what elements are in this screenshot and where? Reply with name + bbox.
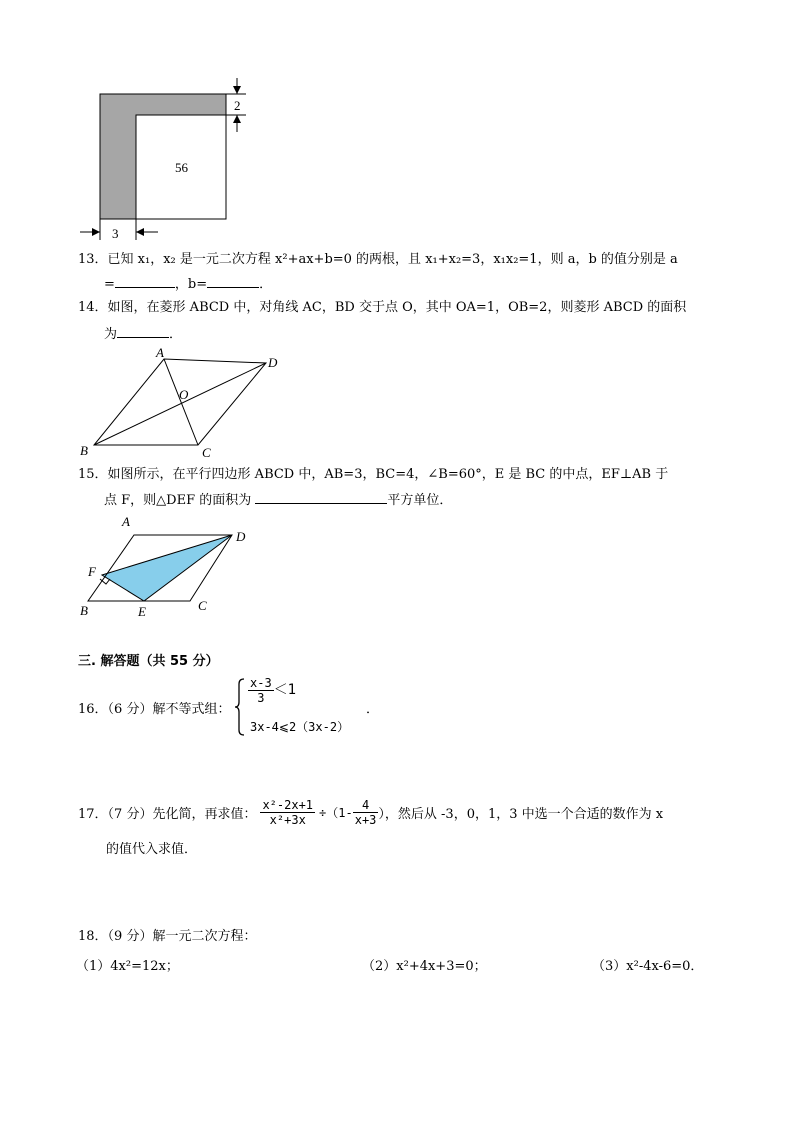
q14-line1: 14．如图，在菱形 ABCD 中，对角线 AC，BD 交于点 O，其中 OA=1，OB=2，则菱形 ABCD 的面积 [78, 300, 687, 315]
parallelogram-figure [76, 513, 266, 623]
diagonal-ac [164, 359, 198, 445]
q13-line2: = ，b= ． [104, 277, 273, 292]
q13-line1: 13．已知 x₁，x₂ 是一元二次方程 x²+ax+b=0 的两根，且 x₁+x₂=3，x₁x₂=1，则 a，b 的值分别是 a [78, 252, 678, 267]
q14-blank [117, 325, 169, 338]
brace-icon [234, 678, 246, 736]
label-b: B [80, 443, 88, 458]
q17-fraction-1: $\frac{\text{x²-2x+1}}{\text{x²+3x}}$ [262, 798, 314, 827]
q17: 17．（7 分）先化简，再求值： $\frac{\text{x²-2x+1}}{\text{x²+3x}}$ ÷（1- $\frac{4}{x+3}$ ），然后从 -3，0，1，3 中选一个合适的数作为 x 的值代入求值． [78, 798, 664, 857]
label-f: F [88, 564, 96, 579]
top-width-label: 2 [234, 98, 241, 113]
q18-title: 18．（9 分）解一元二次方程： [78, 929, 257, 944]
q18-part1: （1）4x²=12x； [76, 959, 179, 974]
diagonal-bd [94, 363, 266, 445]
q13-blank-b [207, 275, 259, 288]
label-e: E [138, 604, 146, 619]
rhombus-figure [76, 347, 286, 462]
q16: 16．（6 分）解不等式组： $\frac{x-3}{3}$ ＜1 3x-4⩽2（3x-2） ． [78, 676, 380, 734]
q14-line2: 为 ． [104, 327, 183, 342]
q15-line1: 15．如图所示，在平行四边形 ABCD 中，AB=3，BC=4，∠B=60°，E 是 BC 的中点，EF⊥AB 于 [78, 467, 669, 482]
q13-blank-a [115, 275, 175, 288]
q17-fraction-2: $\frac{4}{x+3}$ [354, 798, 377, 827]
ineq-1: $\frac{x-3}{3}$ ＜1 [250, 676, 297, 705]
label-d: D [236, 529, 246, 544]
section3-title: 三. 解答题（共 55 分） [78, 654, 219, 669]
label-b: B [80, 603, 88, 618]
q15-text: 如图所示，在平行四边形 ABCD 中，AB=3，BC=4，∠B=60°，E 是 BC 的中点，EF⊥AB 于 [107, 467, 669, 482]
rhombus [94, 359, 266, 445]
square-figure [70, 72, 260, 247]
label-c: C [198, 598, 207, 613]
q18-part2: （2）x²+4x+3=0； [362, 959, 487, 974]
left-width-label: 3 [112, 226, 119, 241]
q14-text: 如图，在菱形 ABCD 中，对角线 AC，BD 交于点 O，其中 OA=1，OB=2，则菱形 ABCD 的面积 [107, 300, 687, 315]
triangle-def [102, 535, 232, 601]
q15-line2: 点 F，则△DEF 的面积为 平方单位． [104, 493, 453, 508]
label-c: C [202, 445, 211, 460]
q15-blank [255, 491, 387, 504]
label-a: A [156, 347, 164, 360]
label-o: O [179, 387, 189, 402]
label-a: A [122, 514, 130, 529]
q13-text: 已知 x₁，x₂ 是一元二次方程 x²+ax+b=0 的两根，且 x₁+x₂=3，x₁x₂=1，则 a，b 的值分别是 a [107, 252, 678, 267]
label-d: D [268, 355, 278, 370]
ineq-2: 3x-4⩽2（3x-2） [250, 720, 350, 734]
inner-area-label: 56 [175, 160, 188, 175]
q18-part3: （3）x²-4x-6=0． [592, 959, 704, 974]
